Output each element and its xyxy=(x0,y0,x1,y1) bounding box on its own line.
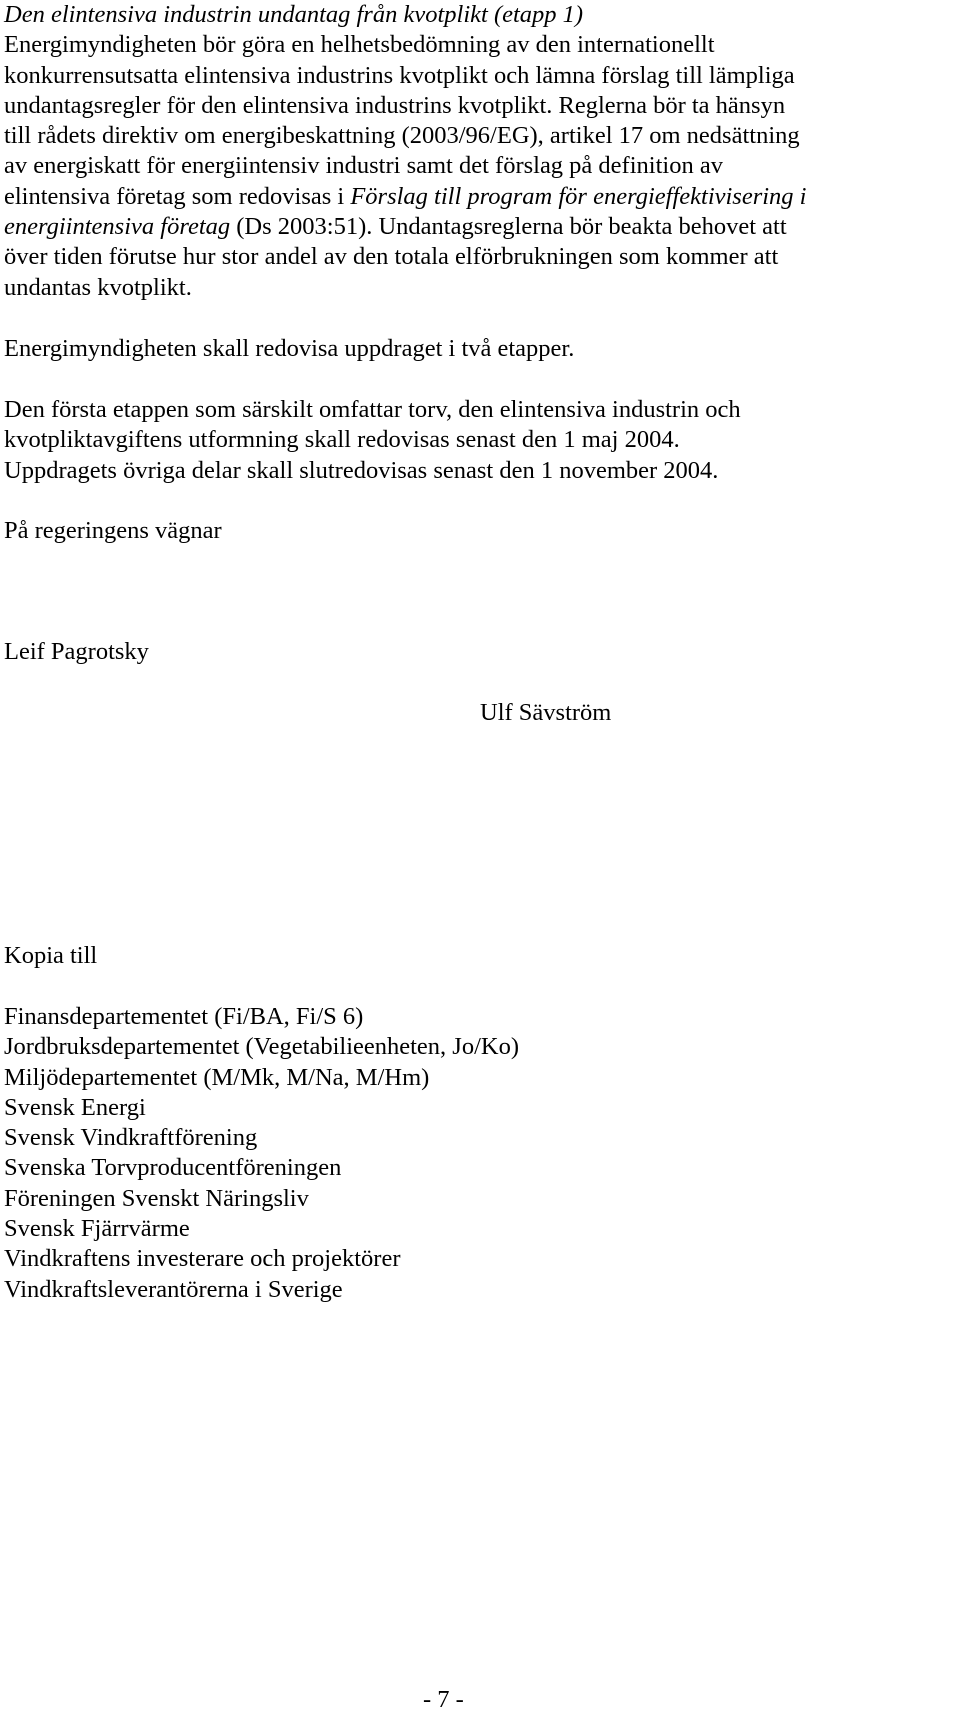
recipient-item: Föreningen Svenskt Näringsliv xyxy=(4,1184,309,1212)
paragraph-line xyxy=(4,121,954,151)
signatory-name: Leif Pagrotsky xyxy=(4,638,149,665)
paragraph-line xyxy=(4,30,954,60)
reporting-text: Energimyndigheten skall redovisa uppdraget i två etapper. xyxy=(4,335,575,362)
paragraph-line xyxy=(4,151,954,181)
page-number: - 7 - xyxy=(423,1686,464,1713)
recipient-list xyxy=(4,1002,954,1305)
paragraph-line xyxy=(4,273,954,303)
paragraph-text: elintensiva företag som redovisas i xyxy=(4,182,351,210)
recipient-item: Jordbruksdepartementet (Vegetabilieenheten, Jo/Ko) xyxy=(4,1033,520,1061)
closing-phrase xyxy=(4,516,954,546)
signatory-official xyxy=(480,698,611,728)
recipient-item: Vindkraftens investerare och projektörer xyxy=(4,1245,401,1273)
recipient-item: Svenska Torvproducentföreningen xyxy=(4,1154,342,1182)
paragraph-text: (Ds 2003:51). Undantagsreglerna bör beakta behovet att xyxy=(230,213,787,241)
paragraph-line xyxy=(4,61,954,91)
signatory-name: Ulf Sävström xyxy=(480,699,612,726)
paragraph-text: till rådets direktiv om energibeskattning (2003/96/EG), artikel 17 om nedsättning xyxy=(4,122,800,150)
copy-to-heading xyxy=(4,941,954,971)
paragraph-text: Energimyndigheten bör göra en helhetsbedömning av den internationellt xyxy=(4,31,715,59)
recipient-item: Svensk Vindkraftförening xyxy=(4,1124,258,1152)
recipient-item: Svensk Energi xyxy=(4,1093,146,1121)
paragraph-text: konkurrensutsatta elintensiva industrins kvotplikt och lämna förslag till lämpliga xyxy=(4,61,795,89)
section-paragraph xyxy=(4,30,954,303)
section-heading: Den elintensiva industrin undantag från kvotplikt (etapp 1) xyxy=(4,1,584,28)
paragraph-line xyxy=(4,91,954,121)
signatory-minister xyxy=(4,637,954,667)
recipient-item: Vindkraftsleverantörerna i Sverige xyxy=(4,1275,343,1303)
paragraph-line xyxy=(4,242,954,272)
paragraph-text: undantagsregler för den elintensiva industrins kvotplikt. Reglerna bör ta hänsyn xyxy=(4,91,786,119)
cited-title-text: energiintensiva företag xyxy=(4,213,231,241)
recipient-item: Svensk Fjärrvärme xyxy=(4,1215,190,1243)
section-block xyxy=(4,0,954,303)
paragraph-text: av energiskatt för energiintensiv industri samt det förslag på definition av xyxy=(4,152,723,180)
stages-paragraph xyxy=(4,395,954,486)
stages-line: Den första etappen som särskilt omfattar torv, den elintensiva industrin och xyxy=(4,396,741,423)
paragraph-text: över tiden förutse hur stor andel av den totala elförbrukningen som kommer att xyxy=(4,243,779,271)
stages-line: Uppdragets övriga delar skall slutredovisas senast den 1 november 2004. xyxy=(4,456,719,484)
paragraph-line xyxy=(4,212,954,242)
copy-to-label: Kopia till xyxy=(4,942,98,969)
stages-line: kvotpliktavgiftens utformning skall redovisas senast den 1 maj 2004. xyxy=(4,426,680,454)
paragraph-line xyxy=(4,182,954,212)
reporting-paragraph xyxy=(4,334,954,364)
cited-title-text: Förslag till program för energieffektivisering i xyxy=(350,182,807,210)
recipient-item: Finansdepartementet (Fi/BA, Fi/S 6) xyxy=(4,1003,364,1030)
paragraph-text: undantas kvotplikt. xyxy=(4,273,192,301)
recipient-item: Miljödepartementet (M/Mk, M/Na, M/Hm) xyxy=(4,1063,430,1091)
closing-text: På regeringens vägnar xyxy=(4,517,222,544)
